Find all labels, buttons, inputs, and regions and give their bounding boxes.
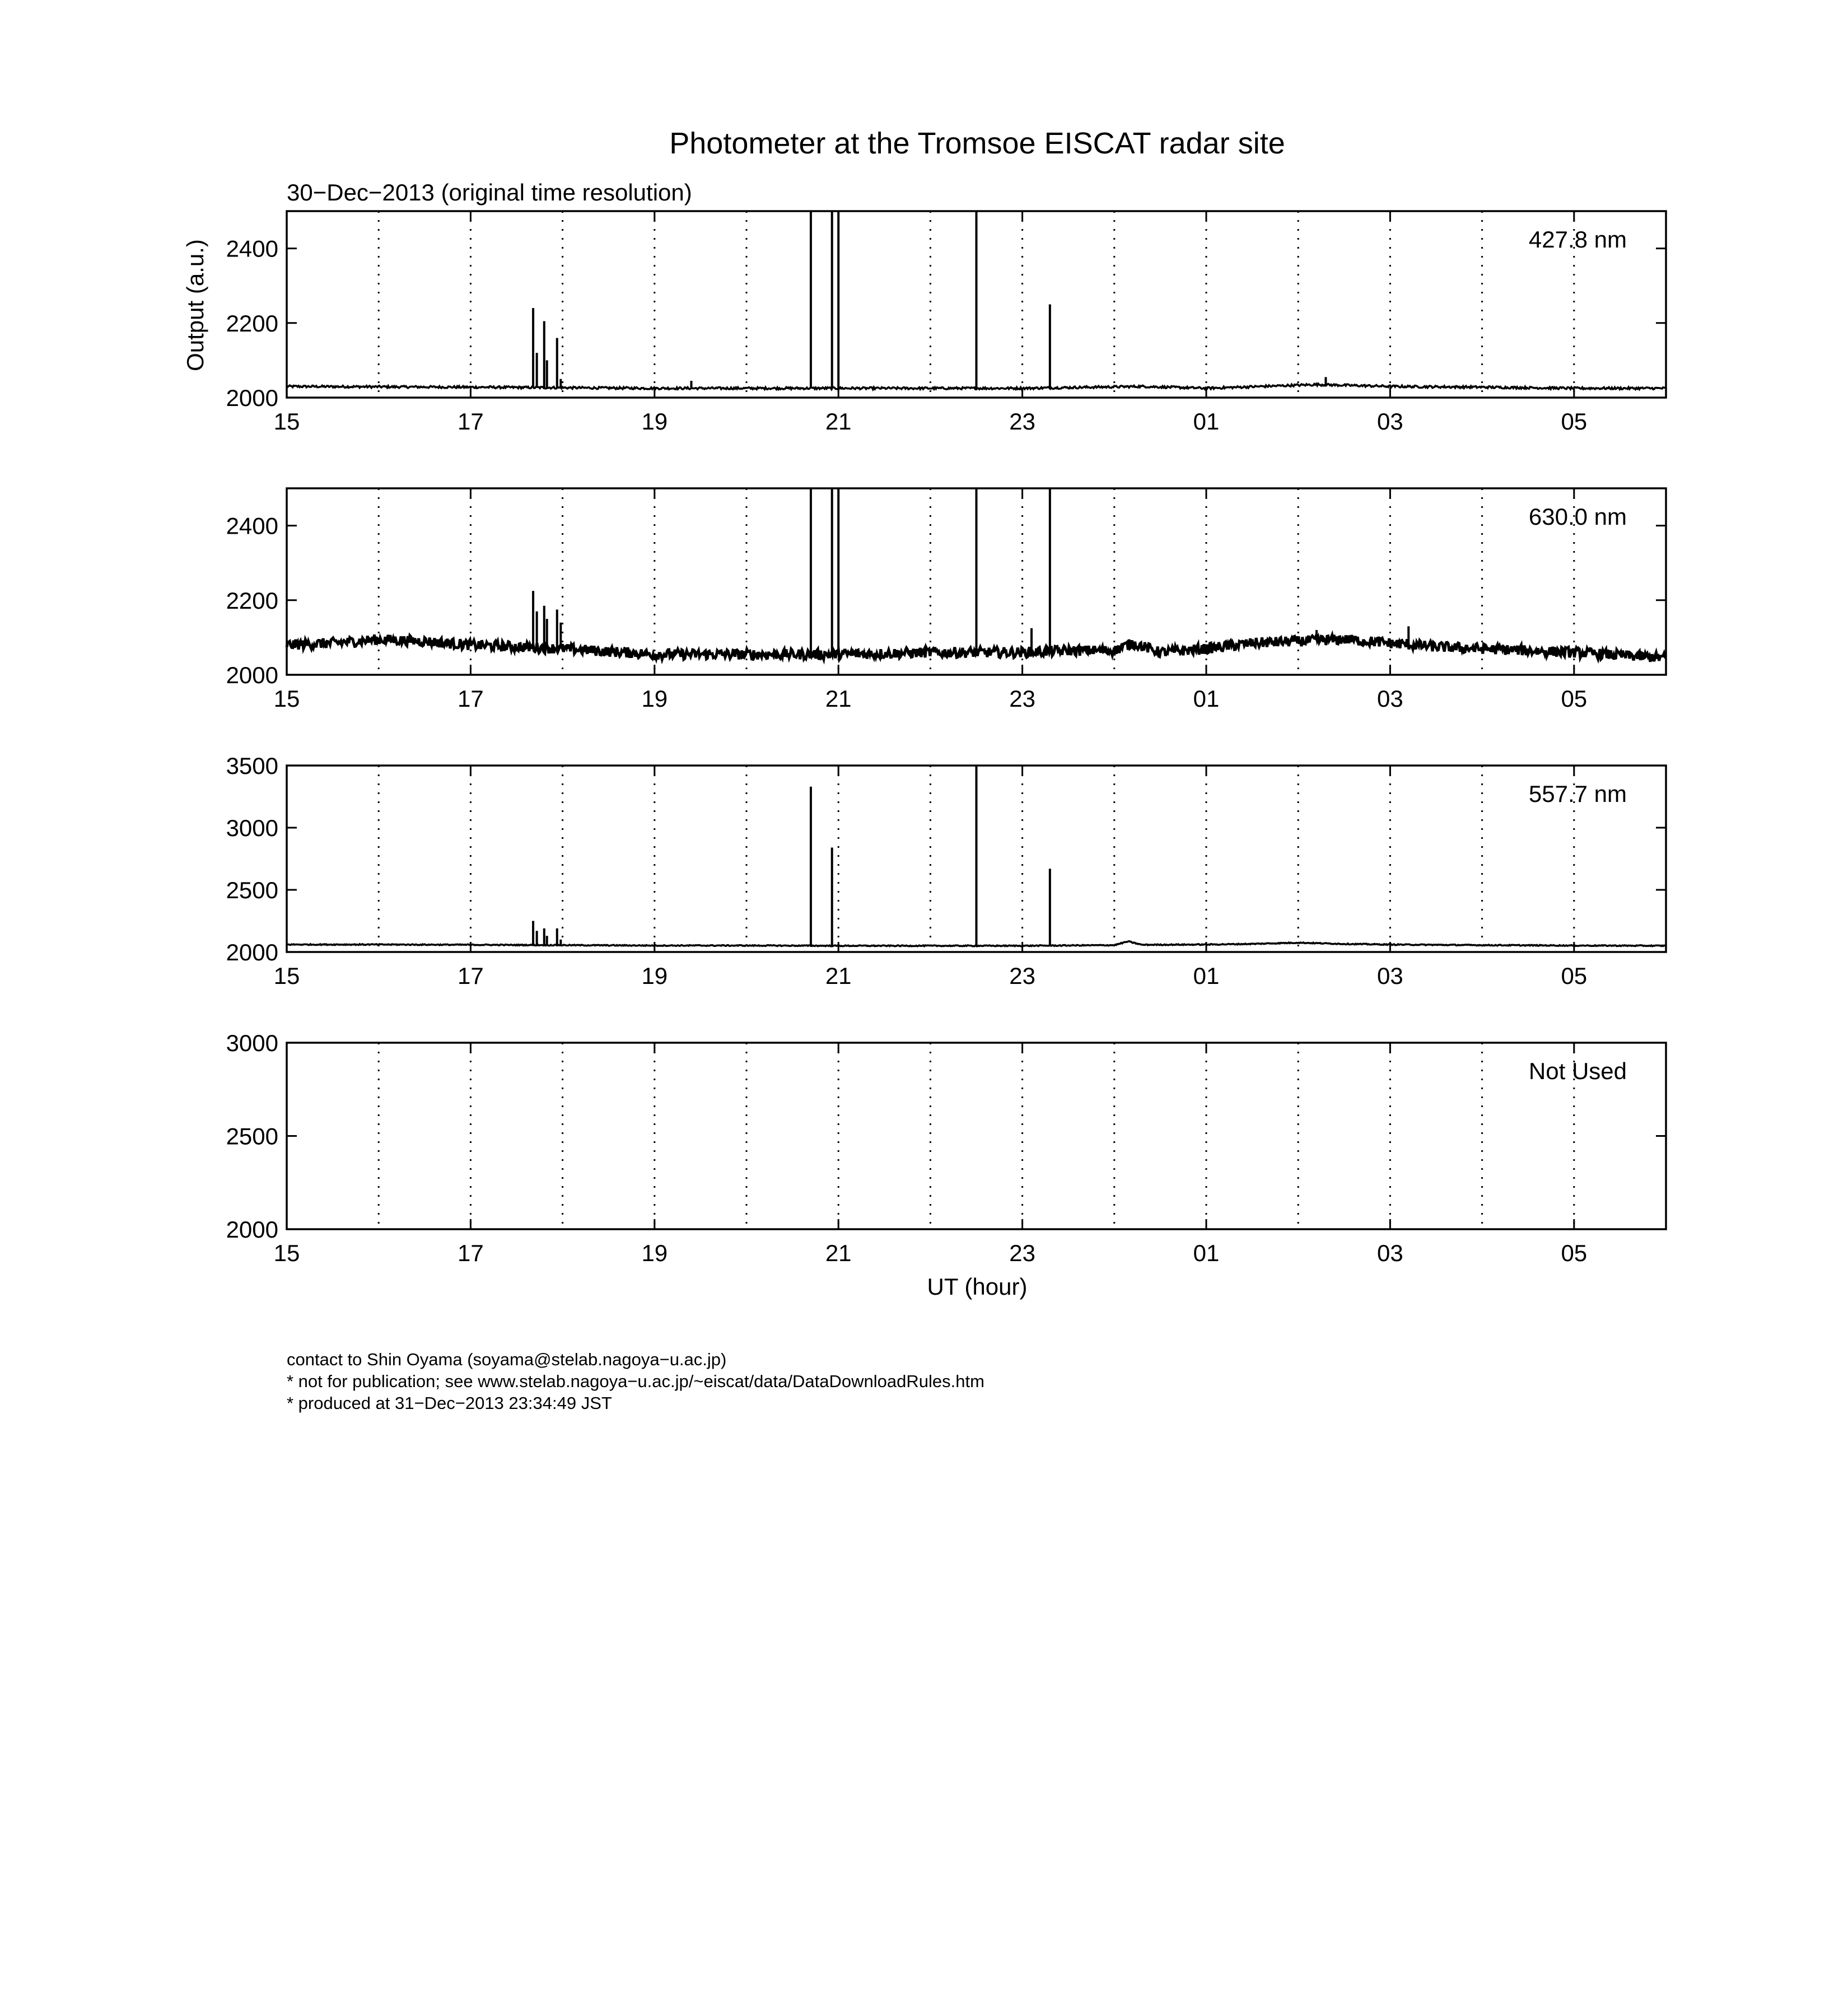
x-tick-label: 15 <box>273 685 300 712</box>
x-tick-label: 15 <box>273 1240 300 1266</box>
x-tick-label: 17 <box>458 685 484 712</box>
x-tick-label: 19 <box>641 408 668 435</box>
y-axis-label: Output (a.u.) <box>182 239 208 371</box>
y-tick-label: 2500 <box>226 1123 278 1150</box>
y-tick-label: 2000 <box>226 662 278 688</box>
x-tick-label: 21 <box>825 1240 852 1266</box>
x-tick-label: 05 <box>1561 963 1588 989</box>
x-tick-label: 23 <box>1009 408 1035 435</box>
x-tick-label: 03 <box>1377 685 1403 712</box>
x-tick-label: 01 <box>1193 408 1220 435</box>
panels <box>226 211 1666 1266</box>
x-tick-label: 15 <box>273 963 300 989</box>
x-tick-label: 17 <box>458 408 484 435</box>
footer-contact: contact to Shin Oyama (soyama@stelab.nagoya−u.ac.jp) <box>287 1350 727 1369</box>
footer-notice: * not for publication; see www.stelab.nagoya−u.ac.jp/~eiscat/data/DataDownloadRules.htm <box>287 1371 984 1391</box>
x-tick-label: 15 <box>273 408 300 435</box>
panel-2 <box>226 488 1666 712</box>
x-tick-label: 01 <box>1193 963 1220 989</box>
x-tick-label: 19 <box>641 685 668 712</box>
plot-frame <box>287 1043 1666 1229</box>
y-tick-label: 2500 <box>226 877 278 903</box>
y-tick-label: 2000 <box>226 385 278 411</box>
x-tick-label: 23 <box>1009 685 1035 712</box>
x-tick-label: 01 <box>1193 1240 1220 1266</box>
x-tick-label: 23 <box>1009 1240 1035 1266</box>
x-tick-label: 03 <box>1377 408 1403 435</box>
y-tick-label: 3500 <box>226 753 278 779</box>
x-tick-label: 05 <box>1561 1240 1588 1266</box>
x-tick-label: 21 <box>825 408 852 435</box>
x-axis-label: UT (hour) <box>927 1273 1028 1300</box>
y-tick-label: 2200 <box>226 587 278 614</box>
band-label: 427.8 nm <box>1528 226 1627 253</box>
y-tick-label: 3000 <box>226 1030 278 1056</box>
x-tick-label: 17 <box>458 963 484 989</box>
footer-produced: * produced at 31−Dec−2013 23:34:49 JST <box>287 1393 612 1413</box>
panel-3 <box>226 753 1666 989</box>
x-tick-label: 01 <box>1193 685 1220 712</box>
x-tick-label: 21 <box>825 685 852 712</box>
band-label: 557.7 nm <box>1528 781 1627 807</box>
x-tick-label: 03 <box>1377 1240 1403 1266</box>
x-tick-label: 17 <box>458 1240 484 1266</box>
x-tick-label: 21 <box>825 963 852 989</box>
y-tick-label: 3000 <box>226 815 278 841</box>
y-tick-label: 2400 <box>226 512 278 539</box>
y-tick-label: 2000 <box>226 939 278 965</box>
y-tick-label: 2000 <box>226 1216 278 1243</box>
x-tick-label: 19 <box>641 963 668 989</box>
band-label: 630.0 nm <box>1528 503 1627 530</box>
y-tick-label: 2400 <box>226 235 278 262</box>
y-tick-label: 2200 <box>226 310 278 337</box>
chart-title: Photometer at the Tromsoe EISCAT radar site <box>669 127 1285 160</box>
panel-1 <box>226 211 1666 435</box>
x-tick-label: 23 <box>1009 963 1035 989</box>
band-label: Not Used <box>1528 1058 1627 1084</box>
x-tick-label: 05 <box>1561 685 1588 712</box>
x-tick-label: 05 <box>1561 408 1588 435</box>
x-tick-label: 19 <box>641 1240 668 1266</box>
panel-4 <box>226 1030 1666 1266</box>
chart-subtitle: 30−Dec−2013 (original time resolution) <box>287 179 692 206</box>
x-tick-label: 03 <box>1377 963 1403 989</box>
